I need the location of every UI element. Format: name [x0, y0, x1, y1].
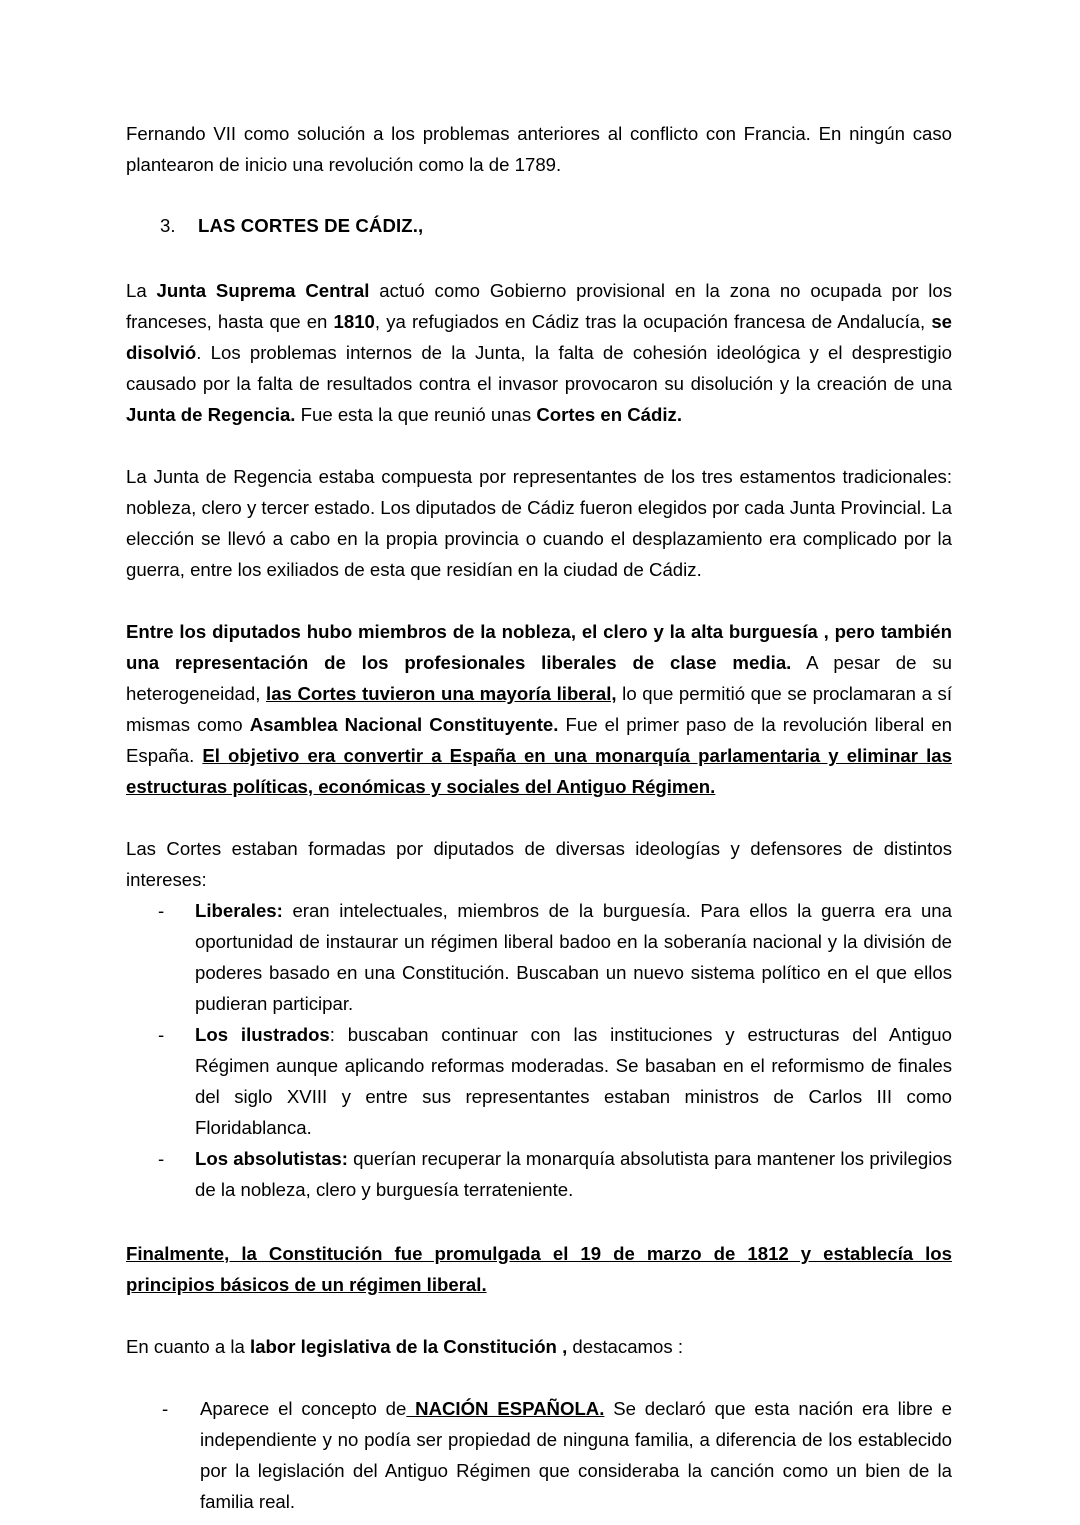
- p1-seg5: , ya refugiados en Cádiz tras la ocupación francesa de Andalucía,: [374, 311, 932, 332]
- p6-seg3: destacamos :: [567, 1336, 683, 1357]
- list-item: [158, 895, 952, 1019]
- list-item: [158, 1143, 952, 1205]
- p3-seg4: lo que permitió que se proclamaran a sí mismas como: [126, 683, 952, 735]
- intro-text: Fernando VII como solución a los problemas anteriores al conflicto con Francia. En ningún caso plantearon de inicio una revolución como la de 1789.: [126, 123, 952, 175]
- p1-seg7: . Los problemas internos de la Junta, la falta de cohesión ideológica y el desprestigio causado por la falta de resultados contra el invasor provocaron su disolución y la creación de una: [126, 342, 952, 394]
- list-item: [158, 1019, 952, 1143]
- p1-seg9: Fue esta la que reunió unas: [295, 404, 537, 425]
- ideology-label-liberales: Liberales:: [195, 900, 283, 921]
- p4-text: Las Cortes estaban formadas por diputados de diversas ideologías y defensores de distintos intereses:: [126, 838, 952, 890]
- paragraph-junta-regencia: [126, 461, 952, 585]
- p3-asamblea-nacional: Asamblea Nacional Constituyente.: [249, 714, 559, 735]
- p3-objetivo-monarquia: El objetivo era convertir a España en una monarquía parlamentaria y eliminar las estructuras políticas, económicas y sociales del Antiguo Régimen.: [126, 745, 952, 797]
- finalmente-constitucion-promulgada: Finalmente, la Constitución fue promulgada el 19 de marzo de 1812 y establecía los principios básicos de un régimen liberal.: [126, 1243, 952, 1295]
- paragraph-diputados: [126, 616, 952, 802]
- p1-seg3: actuó como Gobierno provisional en la zona no ocupada por los franceses, hasta que en: [126, 280, 952, 332]
- p3-seg2: A pesar de su heterogeneidad,: [126, 652, 952, 704]
- paragraph-finalmente: [126, 1238, 952, 1300]
- document-body: [126, 118, 952, 1517]
- ideology-text-liberales: eran intelectuales, miembros de la burguesía. Para ellos la guerra era una oportunidad de instaurar un régimen liberal badoo en la soberanía nacional y la división de poderes basado en una Constitución. Buscaban un nuevo sistema político en el que ellos pudieran participar.: [195, 900, 952, 1014]
- ideology-list: [126, 895, 952, 1205]
- ideology-text-ilustrados: : buscaban continuar con las instituciones y estructuras del Antiguo Régimen aunque aplicando reformas moderadas. Se basaban en el reformismo de finales del siglo XVIII y entre sus representantes estaban ministros de Carlos III como Floridablanca.: [195, 1024, 952, 1138]
- section-heading-3: [160, 210, 952, 241]
- p1-se-disolvio: se disolvió: [126, 311, 952, 363]
- section-heading-title: LAS CORTES DE CÁDIZ.,: [198, 215, 424, 236]
- paragraph-labor-legislativa: [126, 1331, 952, 1362]
- p3-seg6: Fue el primer paso de la revolución liberal en España.: [126, 714, 953, 766]
- constitution-list: [126, 1393, 952, 1517]
- p6-labor-legislativa: labor legislativa de la Constitución ,: [250, 1336, 568, 1357]
- p3-diputados-bold: Entre los diputados hubo miembros de la nobleza, el clero y la alta burguesía , pero también una representación de los profesionales liberales de clase media.: [126, 621, 952, 673]
- nacion-espanola-term: NACIÓN ESPAÑOLA.: [406, 1398, 605, 1419]
- list-spacer: [126, 1362, 952, 1393]
- p1-year-1810: 1810: [333, 311, 375, 332]
- ideology-label-absolutistas: Los absolutistas:: [195, 1148, 348, 1169]
- p1-cortes-en-cadiz: Cortes en Cádiz.: [536, 404, 683, 425]
- p1-junta-suprema-central: Junta Suprema Central: [156, 280, 370, 301]
- paragraph-intro: [126, 118, 952, 180]
- p6-seg1: En cuanto a la: [126, 1336, 251, 1357]
- p1-junta-de-regencia: Junta de Regencia.: [126, 404, 296, 425]
- ideology-label-ilustrados: Los ilustrados: [195, 1024, 330, 1045]
- section-heading-number: 3.: [160, 215, 176, 236]
- nacion-seg3: Se declaró que esta nación era libre e independiente y no podía ser propiedad de ninguna familia, a diferencia de los establecido por la legislación del Antiguo Régimen que consideraba la canción como un bien de la familia real.: [200, 1398, 952, 1512]
- paragraph-cortes-formadas: [126, 833, 952, 895]
- p3-mayoria-liberal: las Cortes tuvieron una mayoría liberal,: [266, 683, 617, 704]
- p2-text: La Junta de Regencia estaba compuesta por representantes de los tres estamentos tradicionales: nobleza, clero y tercer estado. Los diputados de Cádiz fueron elegidos por cada Junta Provincial. La elección se llevó a cabo en la propia provincia o cuando el desplazamiento era complicado por la guerra, entre los exiliados de esta que residían en la ciudad de Cádiz.: [126, 466, 952, 580]
- list-item: [162, 1393, 952, 1517]
- nacion-seg1: Aparece el concepto de: [200, 1398, 407, 1419]
- paragraph-junta-suprema: [126, 275, 952, 430]
- ideology-text-absolutistas: querían recuperar la monarquía absolutista para mantener los privilegios de la nobleza, clero y burguesía terrateniente.: [195, 1148, 952, 1200]
- p1-seg1: La: [126, 280, 157, 301]
